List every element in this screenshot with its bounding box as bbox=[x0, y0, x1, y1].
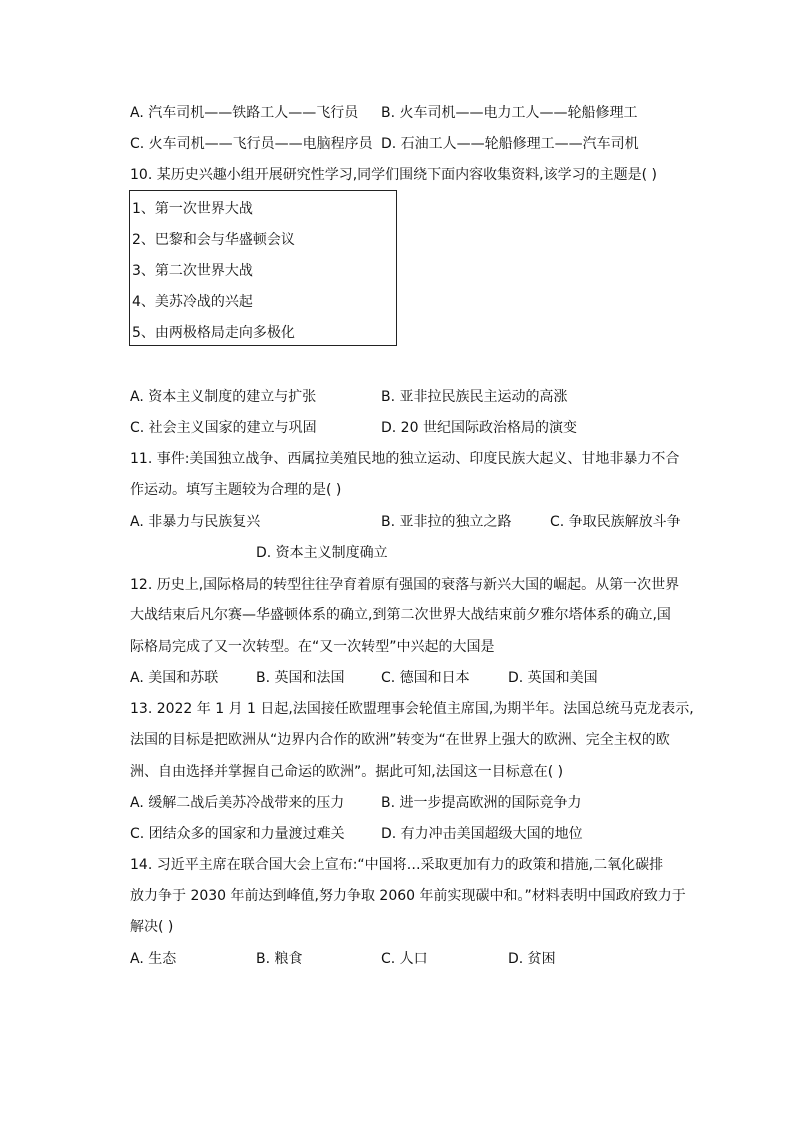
q10-box-item-4: 4、美苏冷战的兴起 bbox=[132, 294, 253, 310]
q13-option-c: C. 团结众多的国家和力量渡过难关 bbox=[130, 826, 345, 842]
q14-stem-line-1: 14. 习近平主席在联合国大会上宣布:“中国将…采取更加有力的政策和措施,二氧化碳排 bbox=[130, 857, 664, 873]
q9-option-c: C. 火车司机——飞行员——电脑程序员 bbox=[130, 136, 373, 152]
q11-option-c: C. 争取民族解放斗争 bbox=[550, 514, 681, 530]
q10-box-item-1: 1、第一次世界大战 bbox=[132, 201, 253, 217]
q13-option-a: A. 缓解二战后美苏冷战带来的压力 bbox=[130, 795, 345, 811]
q12-option-d: D. 英国和美国 bbox=[508, 670, 598, 686]
q14-option-a: A. 生态 bbox=[130, 951, 177, 967]
q12-stem-line-1: 12. 历史上,国际格局的转型往往孕育着原有强国的衰落与新兴大国的崛起。从第一次世界 bbox=[130, 577, 680, 593]
q10-option-c: C. 社会主义国家的建立与巩固 bbox=[130, 420, 317, 436]
q12-option-a: A. 美国和苏联 bbox=[130, 670, 219, 686]
q10-topic-box bbox=[129, 190, 397, 346]
q13-option-d: D. 有力冲击美国超级大国的地位 bbox=[381, 826, 583, 842]
q11-option-d: D. 资本主义制度确立 bbox=[256, 545, 388, 561]
q13-option-b: B. 进一步提高欧洲的国际竞争力 bbox=[381, 795, 582, 811]
q10-box-item-2: 2、巴黎和会与华盛顿会议 bbox=[132, 232, 295, 248]
q14-option-d: D. 贫困 bbox=[508, 951, 556, 967]
q14-option-c: C. 人口 bbox=[381, 951, 428, 967]
q11-stem-line-1: 11. 事件:美国独立战争、西属拉美殖民地的独立运动、印度民族大起义、甘地非暴力不合 bbox=[130, 451, 680, 467]
q11-stem-line-2: 作运动。填写主题较为合理的是( ) bbox=[130, 482, 342, 498]
q10-box-item-5: 5、由两极格局走向多极化 bbox=[132, 325, 295, 341]
q14-option-b: B. 粮食 bbox=[256, 951, 303, 967]
q10-option-a: A. 资本主义制度的建立与扩张 bbox=[130, 389, 317, 405]
q13-stem-line-3: 洲、自由选择并掌握自己命运的欧洲”。据此可知,法国这一目标意在( ) bbox=[130, 764, 564, 780]
q9-option-d: D. 石油工人——轮船修理工——汽车司机 bbox=[381, 136, 639, 152]
q9-option-b: B. 火车司机——电力工人——轮船修理工 bbox=[381, 105, 638, 121]
q13-stem-line-1: 13. 2022 年 1 月 1 日起,法国接任欧盟理事会轮值主席国,为期半年。法国总统马克龙表示, bbox=[130, 701, 694, 717]
q13-stem-line-2: 法国的目标是把欧洲从“边界内合作的欧洲”转变为“在世界上强大的欧洲、完全主权的欧 bbox=[130, 732, 670, 748]
q14-stem-line-2: 放力争于 2030 年前达到峰值,努力争取 2060 年前实现碳中和。”材料表明中国政府致力于 bbox=[130, 888, 686, 904]
q9-option-a: A. 汽车司机——铁路工人——飞行员 bbox=[130, 105, 359, 121]
q12-option-c: C. 德国和日本 bbox=[381, 670, 470, 686]
q12-stem-line-2: 大战结束后凡尔赛—华盛顿体系的确立,到第二次世界大战结束前夕雅尔塔体系的确立,国 bbox=[130, 607, 671, 623]
q11-option-a: A. 非暴力与民族复兴 bbox=[130, 514, 261, 530]
q10-stem: 10. 某历史兴趣小组开展研究性学习,同学们围绕下面内容收集资料,该学习的主题是( ) bbox=[130, 167, 657, 183]
q10-option-d: D. 20 世纪国际政治格局的演变 bbox=[381, 420, 577, 436]
q10-box-item-3: 3、第二次世界大战 bbox=[132, 263, 253, 279]
q12-stem-line-3: 际格局完成了又一次转型。在“又一次转型”中兴起的大国是 bbox=[130, 639, 495, 655]
q12-option-b: B. 英国和法国 bbox=[256, 670, 345, 686]
q14-stem-line-3: 解决( ) bbox=[130, 919, 174, 935]
q11-option-b: B. 亚非拉的独立之路 bbox=[381, 514, 512, 530]
q10-option-b: B. 亚非拉民族民主运动的高涨 bbox=[381, 389, 568, 405]
